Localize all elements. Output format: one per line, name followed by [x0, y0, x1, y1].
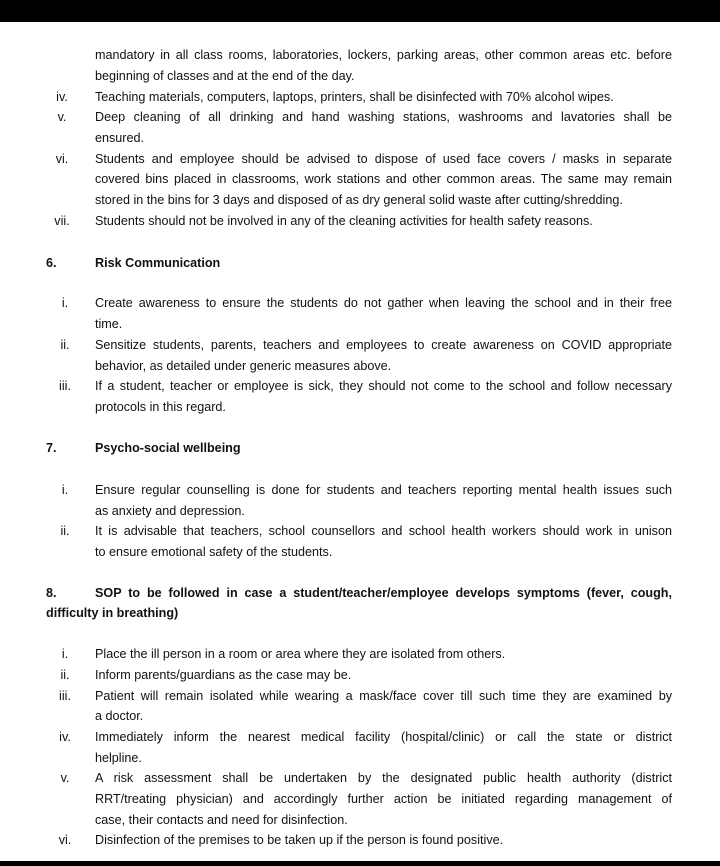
- item-number: ii.: [60, 524, 70, 538]
- item-text: Students and employee should be advised to dispose of used face covers / masks in separate: [95, 152, 672, 166]
- item-number: vi.: [58, 833, 72, 847]
- item-text: to ensure emotional safety of the students.: [95, 545, 333, 559]
- item-number: ii.: [60, 668, 70, 682]
- item-text: behavior, as detailed under generic measures above.: [95, 359, 392, 373]
- item-text: Create awareness to ensure the students do not gather when leaving the school and in their free: [95, 296, 672, 310]
- item-text: Sensitize students, parents, teachers and employees to create awareness on COVID appropriate: [95, 338, 672, 352]
- item-number: i.: [61, 296, 69, 310]
- item-text: time.: [95, 317, 123, 331]
- item-text: protocols in this regard.: [95, 400, 226, 414]
- item-text: A risk assessment shall be undertaken by the designated public health authority (district: [95, 771, 672, 785]
- item-number: v.: [57, 110, 67, 124]
- item-text: Immediately inform the nearest medical facility (hospital/clinic) or call the state or district: [95, 730, 672, 744]
- item-number: i.: [61, 647, 69, 661]
- item-number: iii.: [59, 379, 71, 393]
- item-text: case, their contacts and need for disinfection.: [95, 813, 348, 827]
- item-number: iv.: [59, 730, 71, 744]
- section-6-number: 6.: [46, 256, 57, 270]
- item-text: Inform parents/guardians as the case may be.: [95, 668, 352, 682]
- item-text: Deep cleaning of all drinking and hand washing stations, washrooms and lavatories shall be: [95, 110, 672, 124]
- section-6-title: Risk Communication: [95, 256, 221, 270]
- item-number: v.: [60, 771, 70, 785]
- item-text: Place the ill person in a room or area where they are isolated from others.: [95, 647, 506, 661]
- item-number: vi.: [55, 152, 69, 166]
- item-text: ensured.: [95, 131, 145, 145]
- item-text: Ensure regular counselling is done for students and teachers reporting mental health issues such: [95, 483, 672, 497]
- item-text: helpline.: [95, 751, 142, 765]
- item-text: It is advisable that teachers, school counsellors and school health workers should work in unison: [95, 524, 672, 538]
- item-text: a doctor.: [95, 709, 144, 723]
- item-text: Students should not be involved in any of the cleaning activities for health safety reasons.: [95, 214, 593, 228]
- item-text: Teaching materials, computers, laptops, printers, shall be disinfected with 70% alcohol wipes.: [95, 90, 614, 104]
- item-text: as anxiety and depression.: [95, 504, 245, 518]
- section-7-title: Psycho-social wellbeing: [95, 441, 241, 455]
- continuation-line-2: beginning of classes and at the end of the day.: [95, 69, 355, 83]
- bottom-black-bar: [0, 861, 720, 866]
- item-text: stored in the bins for 3 days and disposed of as dry general solid waste after cutting/shredding.: [95, 193, 623, 207]
- continuation-line-1: mandatory in all class rooms, laboratories, lockers, parking areas, other common areas etc. before: [95, 48, 672, 62]
- item-number: iv.: [56, 90, 68, 104]
- item-text: If a student, teacher or employee is sick, they should not come to the school and follow necessary: [95, 379, 672, 393]
- section-8-title-continued: difficulty in breathing): [46, 606, 179, 620]
- item-number: vii.: [54, 214, 70, 228]
- item-text: RRT/treating physician) and accordingly further action be initiated regarding management of: [95, 792, 672, 806]
- item-number: ii.: [60, 338, 70, 352]
- item-number: i.: [61, 483, 69, 497]
- item-text: covered bins placed in classrooms, work stations and other common areas. The same may remain: [95, 172, 672, 186]
- section-7-number: 7.: [46, 441, 57, 455]
- item-text: Patient will remain isolated while wearing a mask/face cover till such time they are examined by: [95, 689, 672, 703]
- section-8-title: SOP to be followed in case a student/teacher/employee develops symptoms (fever, cough,: [95, 586, 672, 600]
- section-8-number: 8.: [46, 586, 57, 600]
- item-number: iii.: [59, 689, 71, 703]
- item-text: Disinfection of the premises to be taken up if the person is found positive.: [95, 833, 504, 847]
